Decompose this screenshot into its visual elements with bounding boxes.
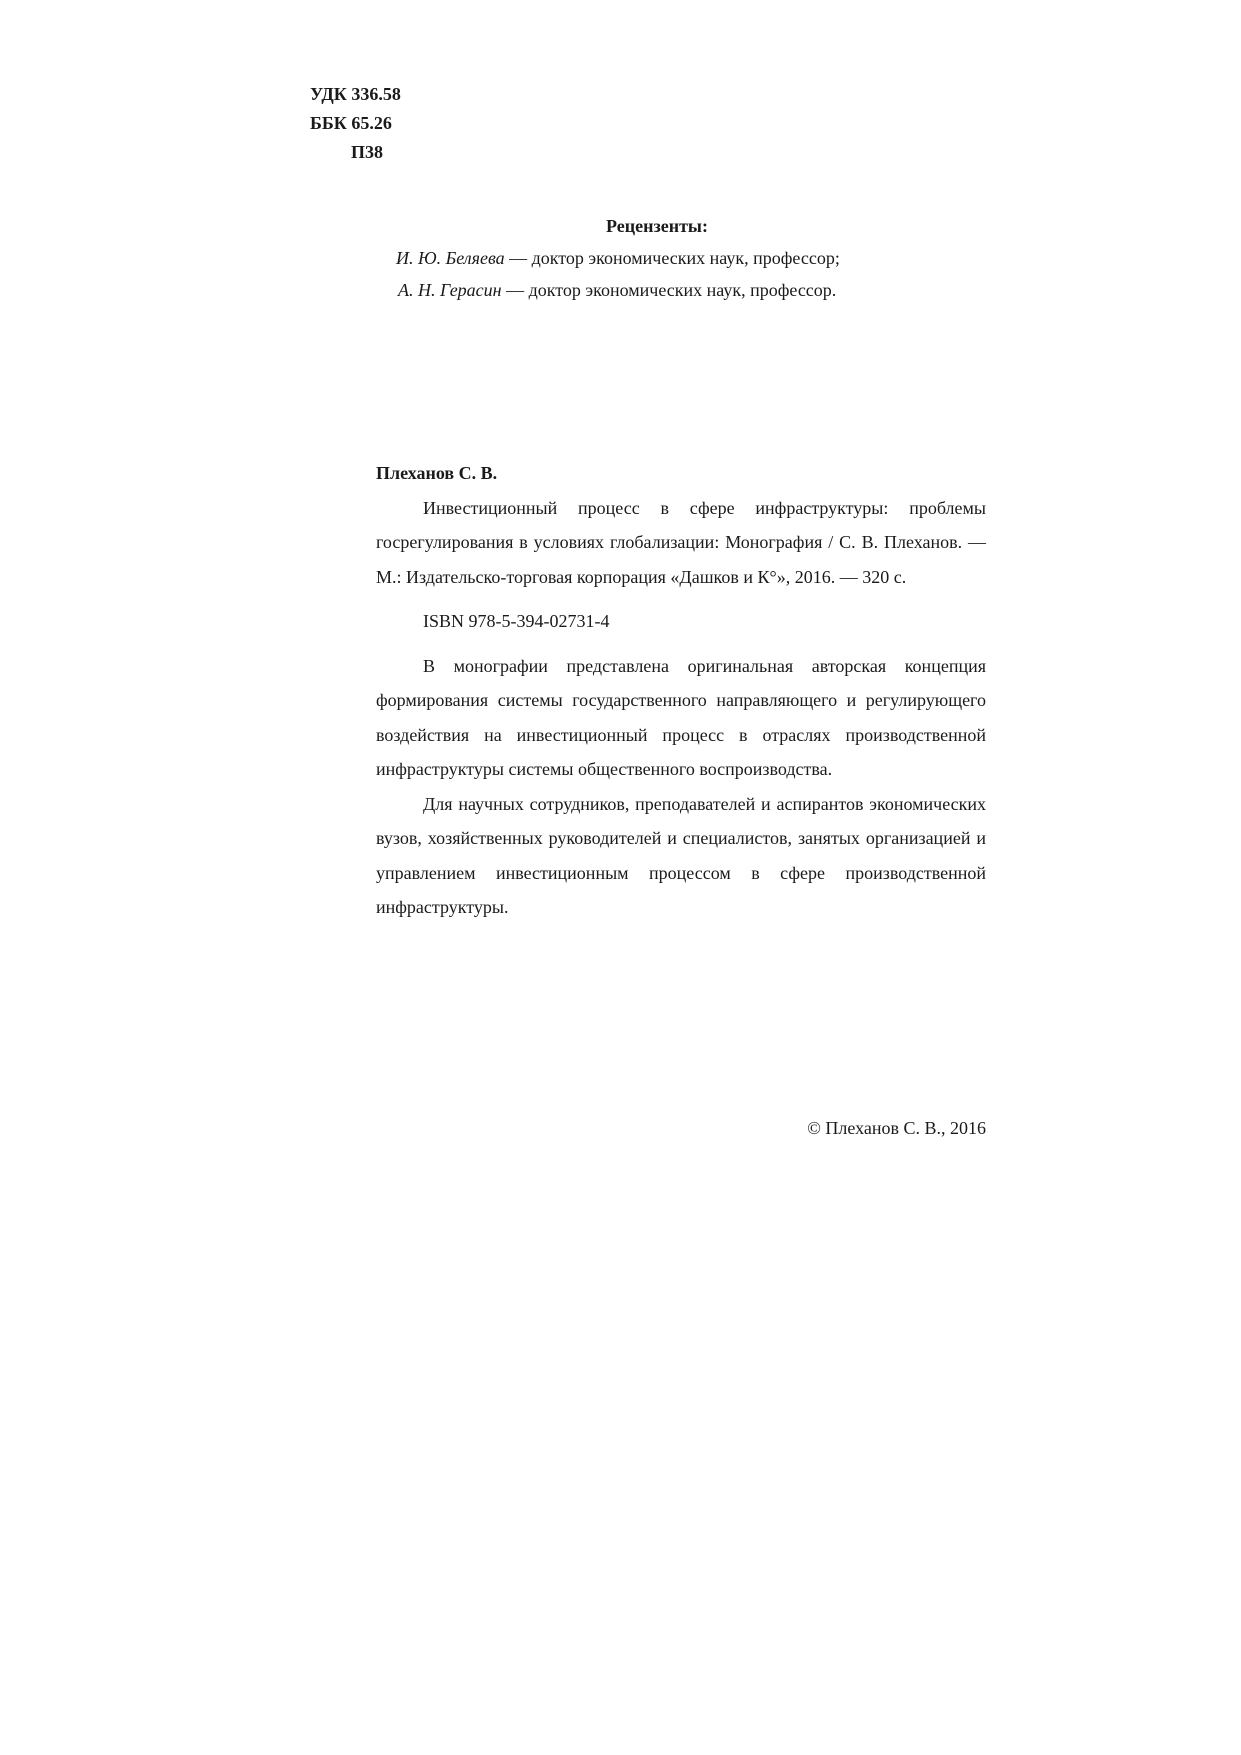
copyright-notice: © Плеханов С. В., 2016 bbox=[807, 1118, 986, 1138]
reviewers-block bbox=[380, 210, 990, 306]
bibliographic-record: Инвестиционный процесс в сфере инфраструктуры: проблемы госрегулирования в условиях глобализации: Монография / С. В. Плеханов. — М.: Издательско-торговая корпорация «Дашков и К°», 2016. — 320 с. bbox=[376, 497, 986, 587]
catalog-card bbox=[376, 456, 986, 925]
reviewers-title: Рецензенты: bbox=[606, 216, 708, 236]
audience-paragraph: Для научных сотрудников, преподавателей и аспирантов экономических вузов, хозяйственных руководителей и специалистов, занятых организацией и управлением инвестиционным процессом в сфере производственной инфраструктуры. bbox=[376, 793, 986, 917]
classification-block bbox=[310, 80, 401, 167]
udk-code: УДК 336.58 bbox=[310, 84, 401, 104]
reviewer-name: И. Ю. Беляева bbox=[396, 248, 505, 268]
author-mark: П38 bbox=[351, 142, 384, 162]
isbn: ISBN 978-5-394-02731-4 bbox=[423, 611, 610, 631]
annotation-paragraph: В монографии представлена оригинальная авторская концепция формирования системы государственного направляющего и регулирующего воздействия на инвестиционный процесс в отраслях производственной инфраструктуры системы общественного воспроизводства. bbox=[376, 655, 986, 779]
author-heading: Плеханов С. В. bbox=[376, 463, 498, 483]
reviewer-entry bbox=[396, 242, 990, 274]
reviewer-entry bbox=[398, 274, 990, 306]
reviewer-name: А. Н. Герасин bbox=[398, 280, 502, 300]
reviewer-description: — доктор экономических наук, профессор. bbox=[501, 280, 837, 300]
bbk-code: ББК 65.26 bbox=[310, 113, 392, 133]
reviewer-description: — доктор экономических наук, профессор; bbox=[504, 248, 840, 268]
